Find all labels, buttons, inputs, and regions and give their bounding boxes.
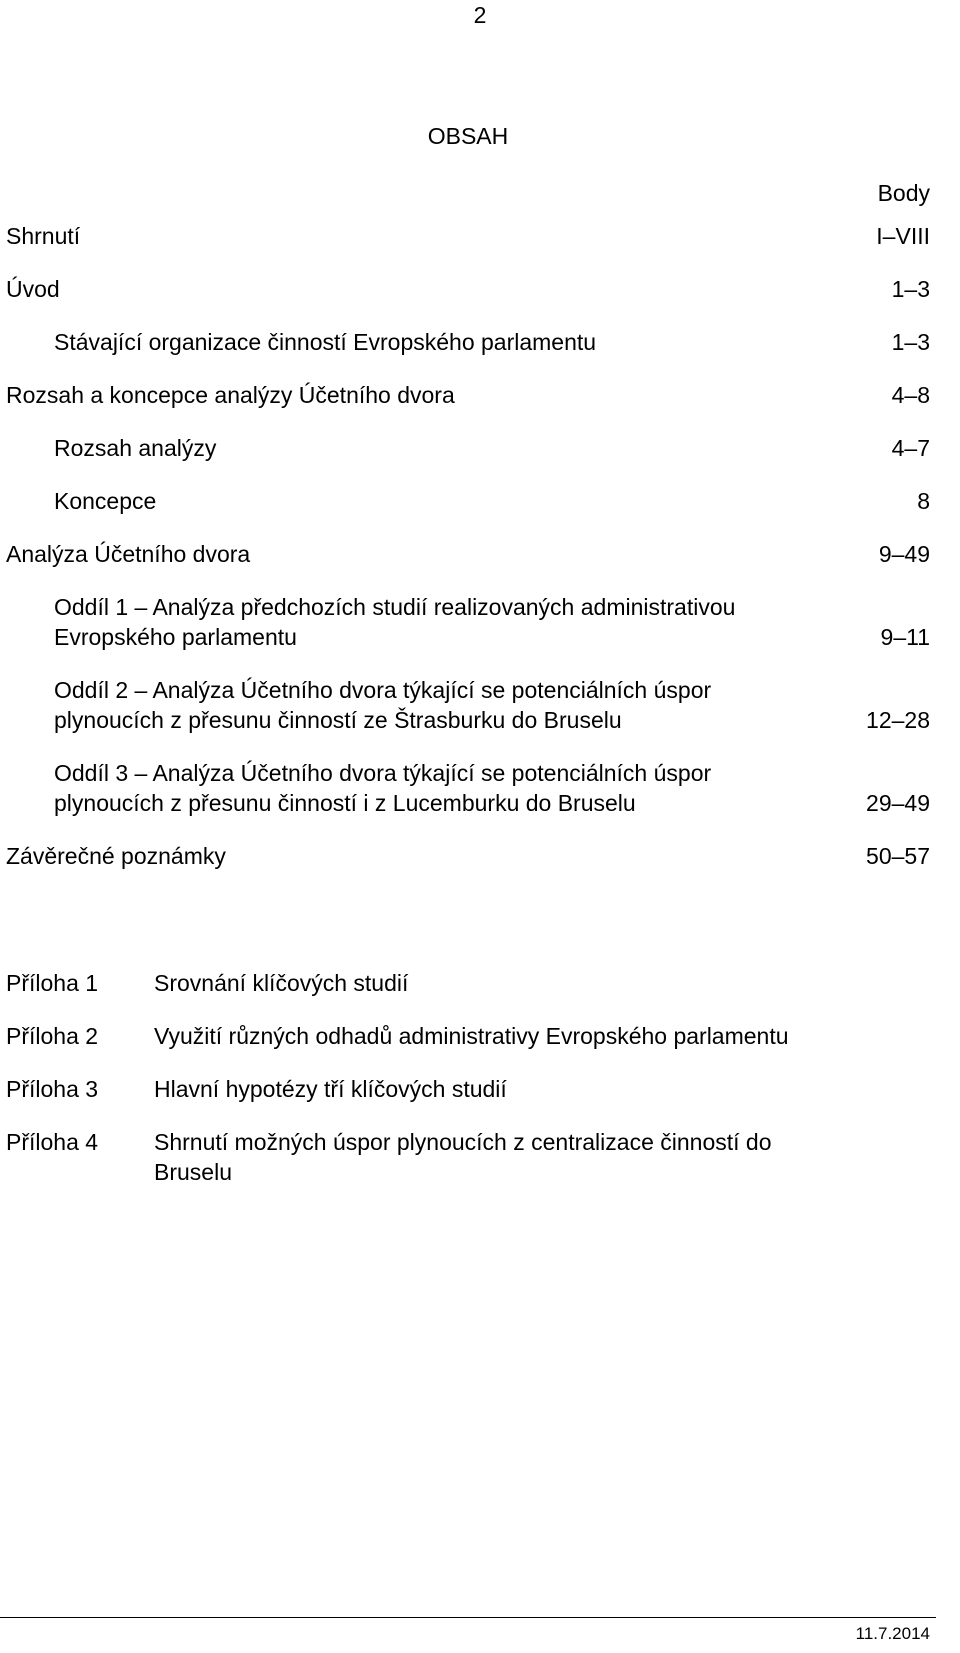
toc-entry-summary <box>6 221 930 251</box>
toc-entry-approach <box>6 486 930 516</box>
toc-entry-pages: 12–28 <box>866 707 930 733</box>
toc-entry-pages: 9–11 <box>880 624 930 650</box>
toc-entry-label-line-2: plynoucích z přesunu činností i z Lucemburku do Bruselu <box>54 790 636 816</box>
toc-entry-current-organisation <box>6 327 930 357</box>
toc-entry-label: Analýza Účetního dvora <box>6 541 251 567</box>
toc-entry-pages: 4–8 <box>891 382 930 408</box>
toc-entry-pages: 50–57 <box>866 843 930 869</box>
annex-description: Shrnutí možných úspor plynoucích z centralizace činností do Bruselu <box>154 1129 772 1185</box>
annex-description: Srovnání klíčových studií <box>154 970 409 996</box>
annex-description: Využití různých odhadů administrativy Evropského parlamentu <box>154 1023 789 1049</box>
toc-entry-court-analysis <box>6 539 930 569</box>
toc-entry-label: Stávající organizace činností Evropského parlamentu <box>54 329 597 355</box>
toc-title: OBSAH <box>427 123 509 149</box>
toc-entry-pages: 29–49 <box>866 790 930 816</box>
toc-entry-label-line-2: plynoucích z přesunu činností ze Štrasburku do Bruselu <box>54 707 622 733</box>
toc-entry-label <box>54 758 711 818</box>
toc-entry-introduction <box>6 274 930 304</box>
toc-entry-scope-and-approach <box>6 380 930 410</box>
toc-entry-label-line-1: Oddíl 3 – Analýza Účetního dvora týkající se potenciálních úspor <box>54 760 712 786</box>
toc-entry-label: Závěrečné poznámky <box>6 843 226 869</box>
toc-entry-label-line-1: Oddíl 1 – Analýza předchozích studií realizovaných administrativou <box>54 594 736 620</box>
toc-entry-pages: 4–7 <box>891 435 930 461</box>
footer-date: 11.7.2014 <box>855 1624 930 1643</box>
toc-entry-label: Rozsah analýzy <box>54 435 217 461</box>
toc-entry-pages: 8 <box>917 488 930 514</box>
toc-entry-scope <box>6 433 930 463</box>
toc-entry-pages: 1–3 <box>891 329 930 355</box>
toc-entry-label: Koncepce <box>54 488 157 514</box>
toc-entry-label-line-1: Oddíl 2 – Analýza Účetního dvora týkající se potenciálních úspor <box>54 677 712 703</box>
toc-entry-label <box>54 675 711 735</box>
annex-description: Hlavní hypotézy tří klíčových studií <box>154 1076 507 1102</box>
toc-entry-section-3 <box>6 758 930 818</box>
toc-entry-label: Úvod <box>6 276 60 302</box>
paragraphs-column-header: Body <box>877 180 930 206</box>
toc-entry-pages: I–VIII <box>876 223 930 249</box>
toc-entry-pages: 1–3 <box>891 276 930 302</box>
toc-entry-label: Shrnutí <box>6 223 81 249</box>
toc-entry-section-1 <box>6 592 930 652</box>
toc-entry-section-2 <box>6 675 930 735</box>
page-number: 2 <box>473 2 487 28</box>
annex-label: Příloha 1 <box>6 970 99 996</box>
annex-label: Příloha 4 <box>6 1129 99 1155</box>
toc-entry-label: Rozsah a koncepce analýzy Účetního dvora <box>6 382 455 408</box>
toc-entry-concluding-remarks <box>6 841 930 871</box>
footer-divider <box>0 1617 936 1618</box>
toc-entry-label-line-2: Evropského parlamentu <box>54 624 297 650</box>
toc-entry-pages: 9–49 <box>878 541 930 567</box>
annex-label: Příloha 2 <box>6 1023 99 1049</box>
annex-label: Příloha 3 <box>6 1076 99 1102</box>
toc-entry-label <box>54 592 735 652</box>
